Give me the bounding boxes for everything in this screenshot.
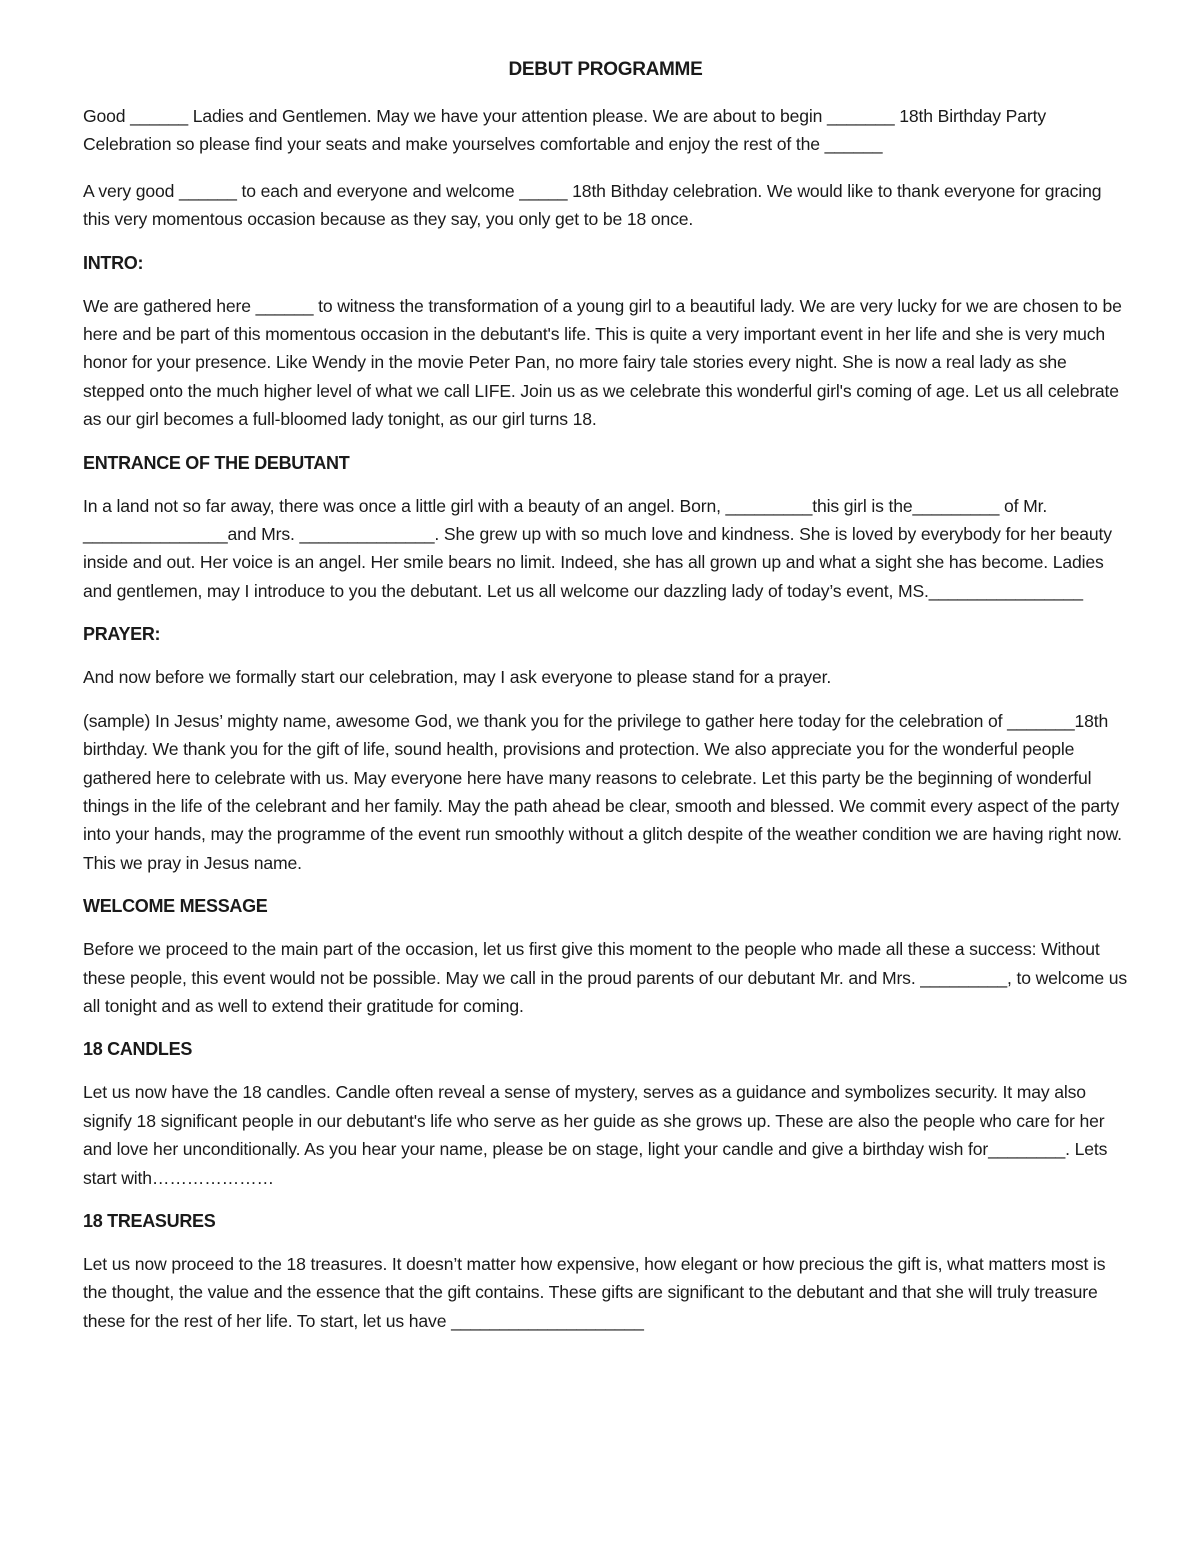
section-welcome-message bbox=[83, 892, 1128, 1020]
section-intro bbox=[83, 249, 1128, 434]
document-page bbox=[83, 56, 1128, 1350]
section-heading: PRAYER: bbox=[83, 624, 161, 645]
section-prayer bbox=[83, 620, 1128, 877]
section-paragraph: (sample) In Jesus’ mighty name, awesome God, we thank you for the privilege to gather here today for the celebration of _______18th birthday. We thank you for the gift of life, sound health, provisions and protection. We also appreciate you for the wonderful people gathered here to celebrate with us. May everyone here have many reasons to celebrate. Let this party be the beginning of wonderful things in the life of the celebrant and her family. May the path ahead be clear, smooth and blessed. We commit every aspect of the party into your hands, may the programme of the event run smoothly without a glitch despite of the weather condition we are having right now. This we pray in Jesus name. bbox=[83, 710, 1122, 873]
section-heading: WELCOME MESSAGE bbox=[83, 896, 268, 917]
opening-paragraph: Good ______ Ladies and Gentlemen. May we have your attention please. We are about to begin _______ 18th Birthday Party Celebration so please find your seats and make yourselves comfortable and enjoy the rest of the ______ bbox=[83, 106, 1046, 155]
section-paragraph: Before we proceed to the main part of the occasion, let us first give this moment to the people who made all these a success: Without these people, this event would not be possible. May we call in the proud parents of our debutant Mr. and Mrs. _________, to welcome us all tonight and as well to extend their gratitude for coming. bbox=[83, 939, 1127, 1016]
section-18-treasures bbox=[83, 1207, 1128, 1335]
section-paragraph: We are gathered here ______ to witness the transformation of a young girl to a beautiful lady. We are very lucky for we are chosen to be here and be part of this momentous occasion in the debutant's life. This is quite a very important event in her life and she is very much honor for your presence. Like Wendy in the movie Peter Pan, no more fairy tale stories every night. She is now a real lady as she stepped onto the much higher level of what we call LIFE. Join us as we celebrate this wonderful girl's coming of age. Let us all celebrate as our girl becomes a full-bloomed lady tonight, as our girl turns 18. bbox=[83, 295, 1122, 430]
section-heading: 18 CANDLES bbox=[83, 1039, 193, 1060]
section-heading: 18 TREASURES bbox=[83, 1210, 216, 1231]
section-paragraph: Let us now have the 18 candles. Candle often reveal a sense of mystery, serves as a guidance and symbolizes security. It may also signify 18 significant people in our debutant's life who serve as her guide as she grows up. These are also the people who care for her and love her unconditionally. As you hear your name, please be on stage, light your candle and give a birthday wish for________. Lets start with………………… bbox=[83, 1082, 1108, 1188]
document-title: DEBUT PROGRAMME bbox=[508, 59, 703, 80]
section-heading: INTRO: bbox=[83, 252, 144, 273]
section-paragraph: In a land not so far away, there was once a little girl with a beauty of an angel. Born, _________this girl is the_________ of Mr. _______________and Mrs. ______________. She grew up with so much love and kindness. She is loved by everybody for her beauty inside and out. Her voice is an angel. Her smile bears no limit. Indeed, she has all grown up and what a sight she has become. Ladies and gentlemen, may I introduce to you the debutant. Let us all welcome our dazzling lady of today’s event, MS.________________ bbox=[83, 495, 1112, 601]
section-heading: ENTRANCE OF THE DEBUTANT bbox=[83, 452, 350, 473]
welcome-line-paragraph: A very good ______ to each and everyone and welcome _____ 18th Bithday celebration. We would like to thank everyone for gracing this very momentous occasion because as they say, you only get to be 18 once. bbox=[83, 180, 1102, 230]
section-entrance bbox=[83, 449, 1128, 606]
section-18-candles bbox=[83, 1035, 1128, 1192]
section-paragraph: Let us now proceed to the 18 treasures. It doesn’t matter how expensive, how elegant or how precious the gift is, what matters most is the thought, the value and the essence that the gift contains. These gifts are significant to the debutant and that she will truly treasure these for the rest of her life. To start, let us have ____________________ bbox=[83, 1253, 1106, 1331]
section-paragraph: And now before we formally start our celebration, may I ask everyone to please stand for a prayer. bbox=[83, 667, 832, 688]
